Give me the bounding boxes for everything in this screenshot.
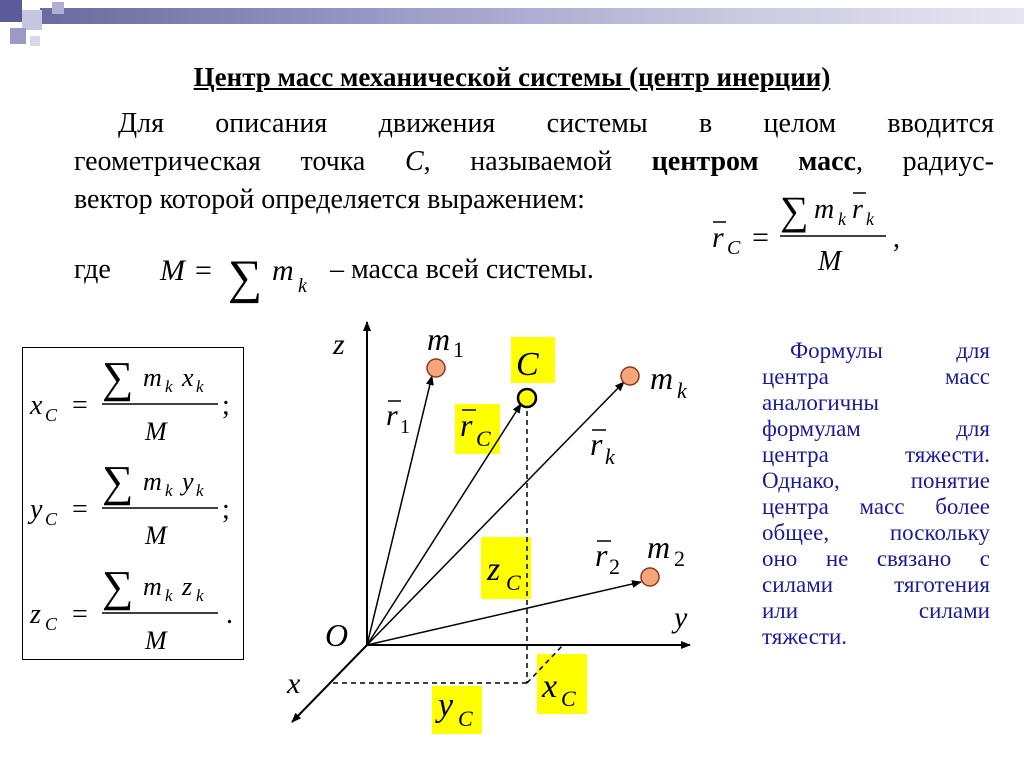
mass-m1-label: m xyxy=(427,321,451,357)
formula-zc-var: z xyxy=(182,572,193,601)
text: , называемой xyxy=(423,146,652,177)
sum-symbol: ∑ xyxy=(102,562,134,611)
note-line: Однако, понятие xyxy=(762,468,990,493)
formula-xc-end: ; xyxy=(222,390,230,421)
vector-rc-sub: C xyxy=(476,426,491,451)
axis-z-label: z xyxy=(333,328,345,361)
axis-x-label: x xyxy=(287,667,301,700)
formula-rc-m-sub: k xyxy=(838,209,846,229)
slide-title: Центр масс механической системы (центр инерции) xyxy=(193,62,831,92)
coord-zc-sub: C xyxy=(506,570,521,595)
formula-xc-lhs-sub: C xyxy=(45,405,58,425)
vector-r2-label: r xyxy=(595,537,608,573)
vector-rk-sub: k xyxy=(605,444,615,469)
vector-r1-sub: 1 xyxy=(400,416,410,438)
formula-zc xyxy=(29,562,233,655)
coord-yc-label: y xyxy=(438,687,454,724)
center-c-label: C xyxy=(516,346,539,383)
vector-rc xyxy=(367,404,521,645)
sum-symbol: ∑ xyxy=(102,457,134,506)
paragraph-line-3: вектор которой определяется выражением: xyxy=(74,184,585,215)
formula-rc-denominator: M xyxy=(818,246,842,277)
formula-M-lhs: M xyxy=(160,254,185,287)
formula-xc-m: m xyxy=(143,363,162,392)
equals: = xyxy=(72,599,88,630)
note-line: оно не связано с xyxy=(762,546,990,571)
formula-xc-m-sub: k xyxy=(165,377,173,396)
origin-label: O xyxy=(325,617,349,653)
formula-rc-eq: = xyxy=(752,221,769,254)
point-c: C xyxy=(404,146,424,177)
formula-yc-den: M xyxy=(145,521,167,550)
mass-mk-sub: k xyxy=(677,378,687,403)
sum-symbol: ∑ xyxy=(102,353,134,402)
formula-xc-var: x xyxy=(182,363,194,392)
coord-xc-label: x xyxy=(542,668,558,705)
formula-M-sum: ∑ xyxy=(228,251,263,304)
formula-yc-var-sub: k xyxy=(196,481,204,500)
formula-zc-end: . xyxy=(226,599,233,630)
note-line: общее, поскольку xyxy=(762,520,990,545)
formula-yc-var: y xyxy=(182,467,194,496)
formula-zc-m: m xyxy=(143,572,162,601)
formula-zc-den: M xyxy=(145,626,167,655)
formula-xc xyxy=(29,353,230,446)
coord-yc-sub: C xyxy=(458,706,473,731)
mass-point-mk xyxy=(621,367,639,385)
formula-zc-m-sub: k xyxy=(165,586,173,605)
vector-rc-label: r xyxy=(460,407,473,443)
formula-rc-r-sub: k xyxy=(866,209,874,229)
mass-point-m2 xyxy=(641,568,659,586)
radius-vector-formula xyxy=(712,188,900,277)
formula-M-eq: = xyxy=(195,254,212,287)
note-line: центра масс xyxy=(762,364,990,389)
formula-rc-sum: ∑ xyxy=(780,188,809,233)
mass-m2-label: m xyxy=(647,529,671,565)
formula-rc-comma: , xyxy=(893,223,900,254)
note-line: формулам для xyxy=(762,416,990,441)
formula-xc-var-sub: k xyxy=(196,377,204,396)
formula-yc-m: m xyxy=(143,467,162,496)
formula-yc-lhs: y xyxy=(30,494,43,525)
axis-y-label: y xyxy=(674,601,688,634)
formula-M-m: m xyxy=(272,254,294,287)
note-line: тяжести. xyxy=(762,624,848,649)
formula-rc-r: r xyxy=(852,194,863,225)
mass-point-m1 xyxy=(427,359,445,377)
coord-zc-label: z xyxy=(487,551,501,588)
note-line: центра тяжести. xyxy=(762,442,990,467)
formula-rc-lhs-sub: C xyxy=(727,237,741,259)
note-line: центра масс более xyxy=(762,494,990,519)
note-line: или силами xyxy=(762,598,990,623)
formula-M-sub: k xyxy=(298,275,307,297)
mass-m1-sub: 1 xyxy=(453,337,464,362)
where-tail: – масса всей системы. xyxy=(330,254,594,285)
vector-rk-label: r xyxy=(590,426,603,462)
text: , радиус- xyxy=(855,146,995,177)
where-label: где xyxy=(74,254,111,285)
formula-yc-m-sub: k xyxy=(165,481,173,500)
equals: = xyxy=(72,390,88,421)
mass-m2-sub: 2 xyxy=(674,546,685,571)
vector-r2-sub: 2 xyxy=(609,554,620,579)
formula-rc-m: m xyxy=(814,194,835,225)
formula-yc xyxy=(27,457,230,550)
formula-yc-end: ; xyxy=(222,494,230,525)
note-line: Формулы для xyxy=(790,338,990,363)
text: геометрическая точка xyxy=(74,146,405,177)
coord-xc-sub: C xyxy=(561,686,576,711)
formula-zc-lhs-sub: C xyxy=(45,614,58,634)
term-center-of-mass: центром масс xyxy=(651,146,856,177)
note-line: силами тяготения xyxy=(762,572,990,597)
formula-xc-lhs: x xyxy=(30,390,43,421)
total-mass-formula xyxy=(159,251,308,304)
note-line: аналогичны xyxy=(762,390,879,415)
center-of-mass-point xyxy=(518,389,536,407)
paragraph-line-1: Для описания движения системы в целом вводится xyxy=(118,108,994,139)
equals: = xyxy=(72,494,88,525)
formula-yc-lhs-sub: C xyxy=(45,509,58,529)
formula-rc-lhs: r xyxy=(712,221,724,254)
formula-zc-lhs: z xyxy=(30,599,41,630)
formula-xc-den: M xyxy=(145,417,167,446)
vector-r1-label: r xyxy=(386,399,398,432)
mass-mk-label: m xyxy=(650,360,674,396)
formula-zc-var-sub: k xyxy=(196,586,204,605)
